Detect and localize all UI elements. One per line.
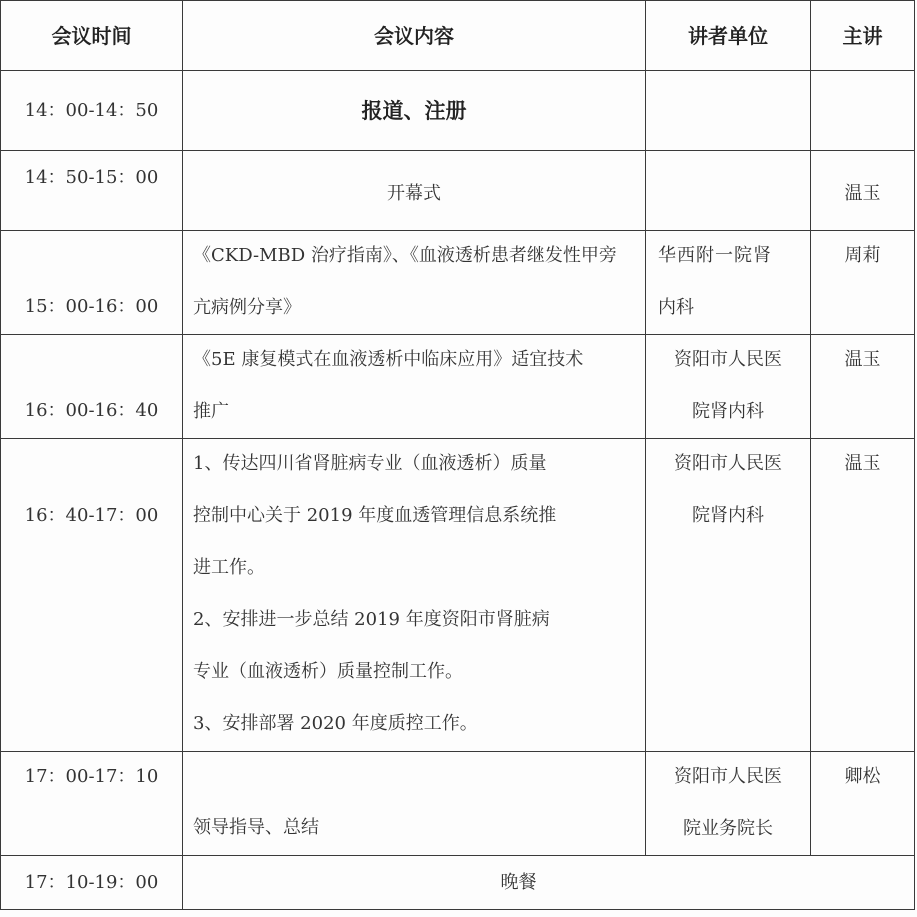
row-content: 开幕式 bbox=[183, 151, 646, 231]
row-time: 17：10-19：00 bbox=[1, 856, 183, 910]
table-row bbox=[1, 752, 915, 856]
row-content: 《CKD-MBD 治疗指南》、《血液透析患者继发性甲旁 亢病例分享》 bbox=[183, 231, 646, 335]
row-time: 14：00-14：50 bbox=[1, 71, 183, 151]
row-speaker: 温玉 bbox=[811, 439, 915, 752]
row-content: 晚餐 bbox=[183, 856, 915, 910]
row-time: 15：00-16：00 bbox=[1, 231, 183, 335]
table-row bbox=[1, 856, 915, 910]
header-speaker: 主讲 bbox=[811, 1, 915, 71]
row-unit bbox=[646, 151, 811, 231]
row-speaker: 温玉 bbox=[811, 335, 915, 439]
row-speaker: 周莉 bbox=[811, 231, 915, 335]
header-time: 会议时间 bbox=[1, 1, 183, 71]
row-time: 17：00-17：10 bbox=[1, 752, 183, 856]
row-unit: 资阳市人民医 院业务院长 bbox=[646, 752, 811, 856]
row-content: 领导指导、总结 bbox=[183, 752, 646, 856]
row-speaker: 温玉 bbox=[811, 151, 915, 231]
registration-text: 报道、注册 bbox=[361, 98, 467, 123]
row-content bbox=[183, 71, 646, 151]
row-unit: 华西附一院肾 内科 bbox=[646, 231, 811, 335]
header-content: 会议内容 bbox=[183, 1, 646, 71]
row-time: 16：00-16：40 bbox=[1, 335, 183, 439]
row-unit: 资阳市人民医 院肾内科 bbox=[646, 439, 811, 752]
table-row bbox=[1, 231, 915, 335]
table-row bbox=[1, 335, 915, 439]
header-row bbox=[1, 1, 915, 71]
row-time: 16：40-17：00 bbox=[1, 439, 183, 752]
row-speaker bbox=[811, 71, 915, 151]
row-unit bbox=[646, 71, 811, 151]
row-time: 14：50-15：00 bbox=[1, 151, 183, 231]
row-content: 1、传达四川省肾脏病专业（血液透析）质量 控制中心关于 2019 年度血透管理信息系统推 进工作。 2、安排进一步总结 2019 年度资阳市肾脏病 专业（血液透析）质量控制工作。 3、安排部署 2020 年度质控工作。 bbox=[183, 439, 646, 752]
row-content: 《5E 康复模式在血液透析中临床应用》适宜技术 推广 bbox=[183, 335, 646, 439]
table-row bbox=[1, 439, 915, 752]
header-unit: 讲者单位 bbox=[646, 1, 811, 71]
table-row bbox=[1, 151, 915, 231]
table-row bbox=[1, 71, 915, 151]
row-unit: 资阳市人民医 院肾内科 bbox=[646, 335, 811, 439]
row-speaker: 卿松 bbox=[811, 752, 915, 856]
